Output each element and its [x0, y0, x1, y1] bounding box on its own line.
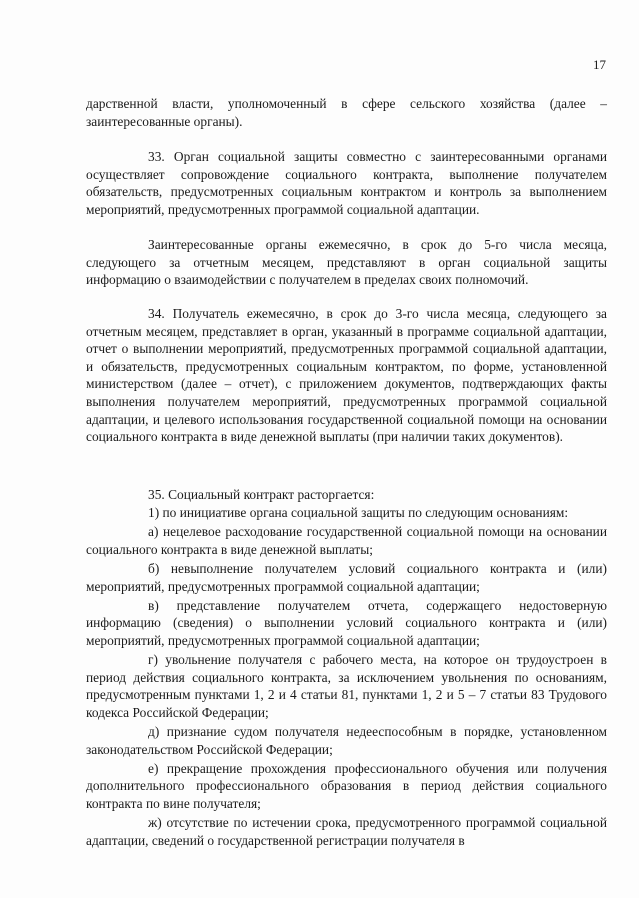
- page-number: 17: [593, 57, 606, 72]
- list-item-v: в) представление получателем отчета, содержащего недостоверную информацию (сведения) о выполнении условий социального контракта и (или) мероприятий, предусмотренных программой социальной адаптации;: [86, 597, 607, 648]
- section-35-heading: 35. Социальный контракт расторгается:: [148, 487, 375, 502]
- paragraph-34: 34. Получатель ежемесячно, в срок до 3-го числа месяца, следующего за отчетным месяцем, представляет в орган, указанный в программе социальной адаптации, отчет о выполнении мероприятий, предусмотренных программой социальной адаптации, и обязательств, предусмотренных социальным контрактом, по форме, установленной министерством (далее – отчет), с приложением документов, подтверждающих факты выполнения получателем мероприятий, предусмотренных программой социальной адаптации, и целевого использования государственной социальной помощи на основании социального контракта в виде денежной выплаты (при наличии таких документов).: [86, 306, 607, 445]
- paragraph-continuation: дарственной власти, уполномоченный в сфере сельского хозяйства (далее – заинтересованные органы).: [86, 96, 607, 129]
- list-item-g: г) увольнение получателя с рабочего места, на которое он трудоустроен в период действия социального контракта, за исключением увольнения по основаниям, предусмотренным пунктами 1, 2 и 4 статьи 81, пунктами 1, 2 и 5 – 7 статьи 83 Трудового кодекса Российской Федерации;: [86, 652, 607, 720]
- paragraph-33-interested-bodies: Заинтересованные органы ежемесячно, в срок до 5-го числа месяца, следующего за отчетным месяцем, представляют в орган социальной защиты информацию о взаимодействии с получателем в пределах своих полномочий.: [86, 237, 607, 288]
- section-35-intro: 1) по инициативе органа социальной защиты по следующим основаниям:: [148, 505, 569, 520]
- list-item-a: а) нецелевое расходование государственной социальной помощи на основании социального контракта в виде денежной выплаты;: [86, 524, 607, 557]
- list-item-zh: ж) отсутствие по истечении срока, предусмотренного программой социальной адаптации, сведений о государственной регистрации получателя в: [86, 815, 607, 848]
- list-item-e: е) прекращение прохождения профессионального обучения или получения дополнительного профессионального образования в период действия социального контракта по вине получателя;: [86, 760, 607, 812]
- list-item-b: б) невыполнение получателем условий социального контракта и (или) мероприятий, предусмотренных программой социальной адаптации;: [86, 560, 607, 594]
- paragraph-33: 33. Орган социальной защиты совместно с заинтересованными органами осуществляет сопровождение социального контракта, выполнение получателем обязательств, предусмотренных социальным контрактом и контроль за выполнением мероприятий, предусмотренных программой социальной адаптации.: [86, 149, 607, 217]
- list-item-d: д) признание судом получателя недееспособным в порядке, установленном законодательством Российской Федерации;: [86, 724, 607, 757]
- section-35-list: [86, 504, 607, 851]
